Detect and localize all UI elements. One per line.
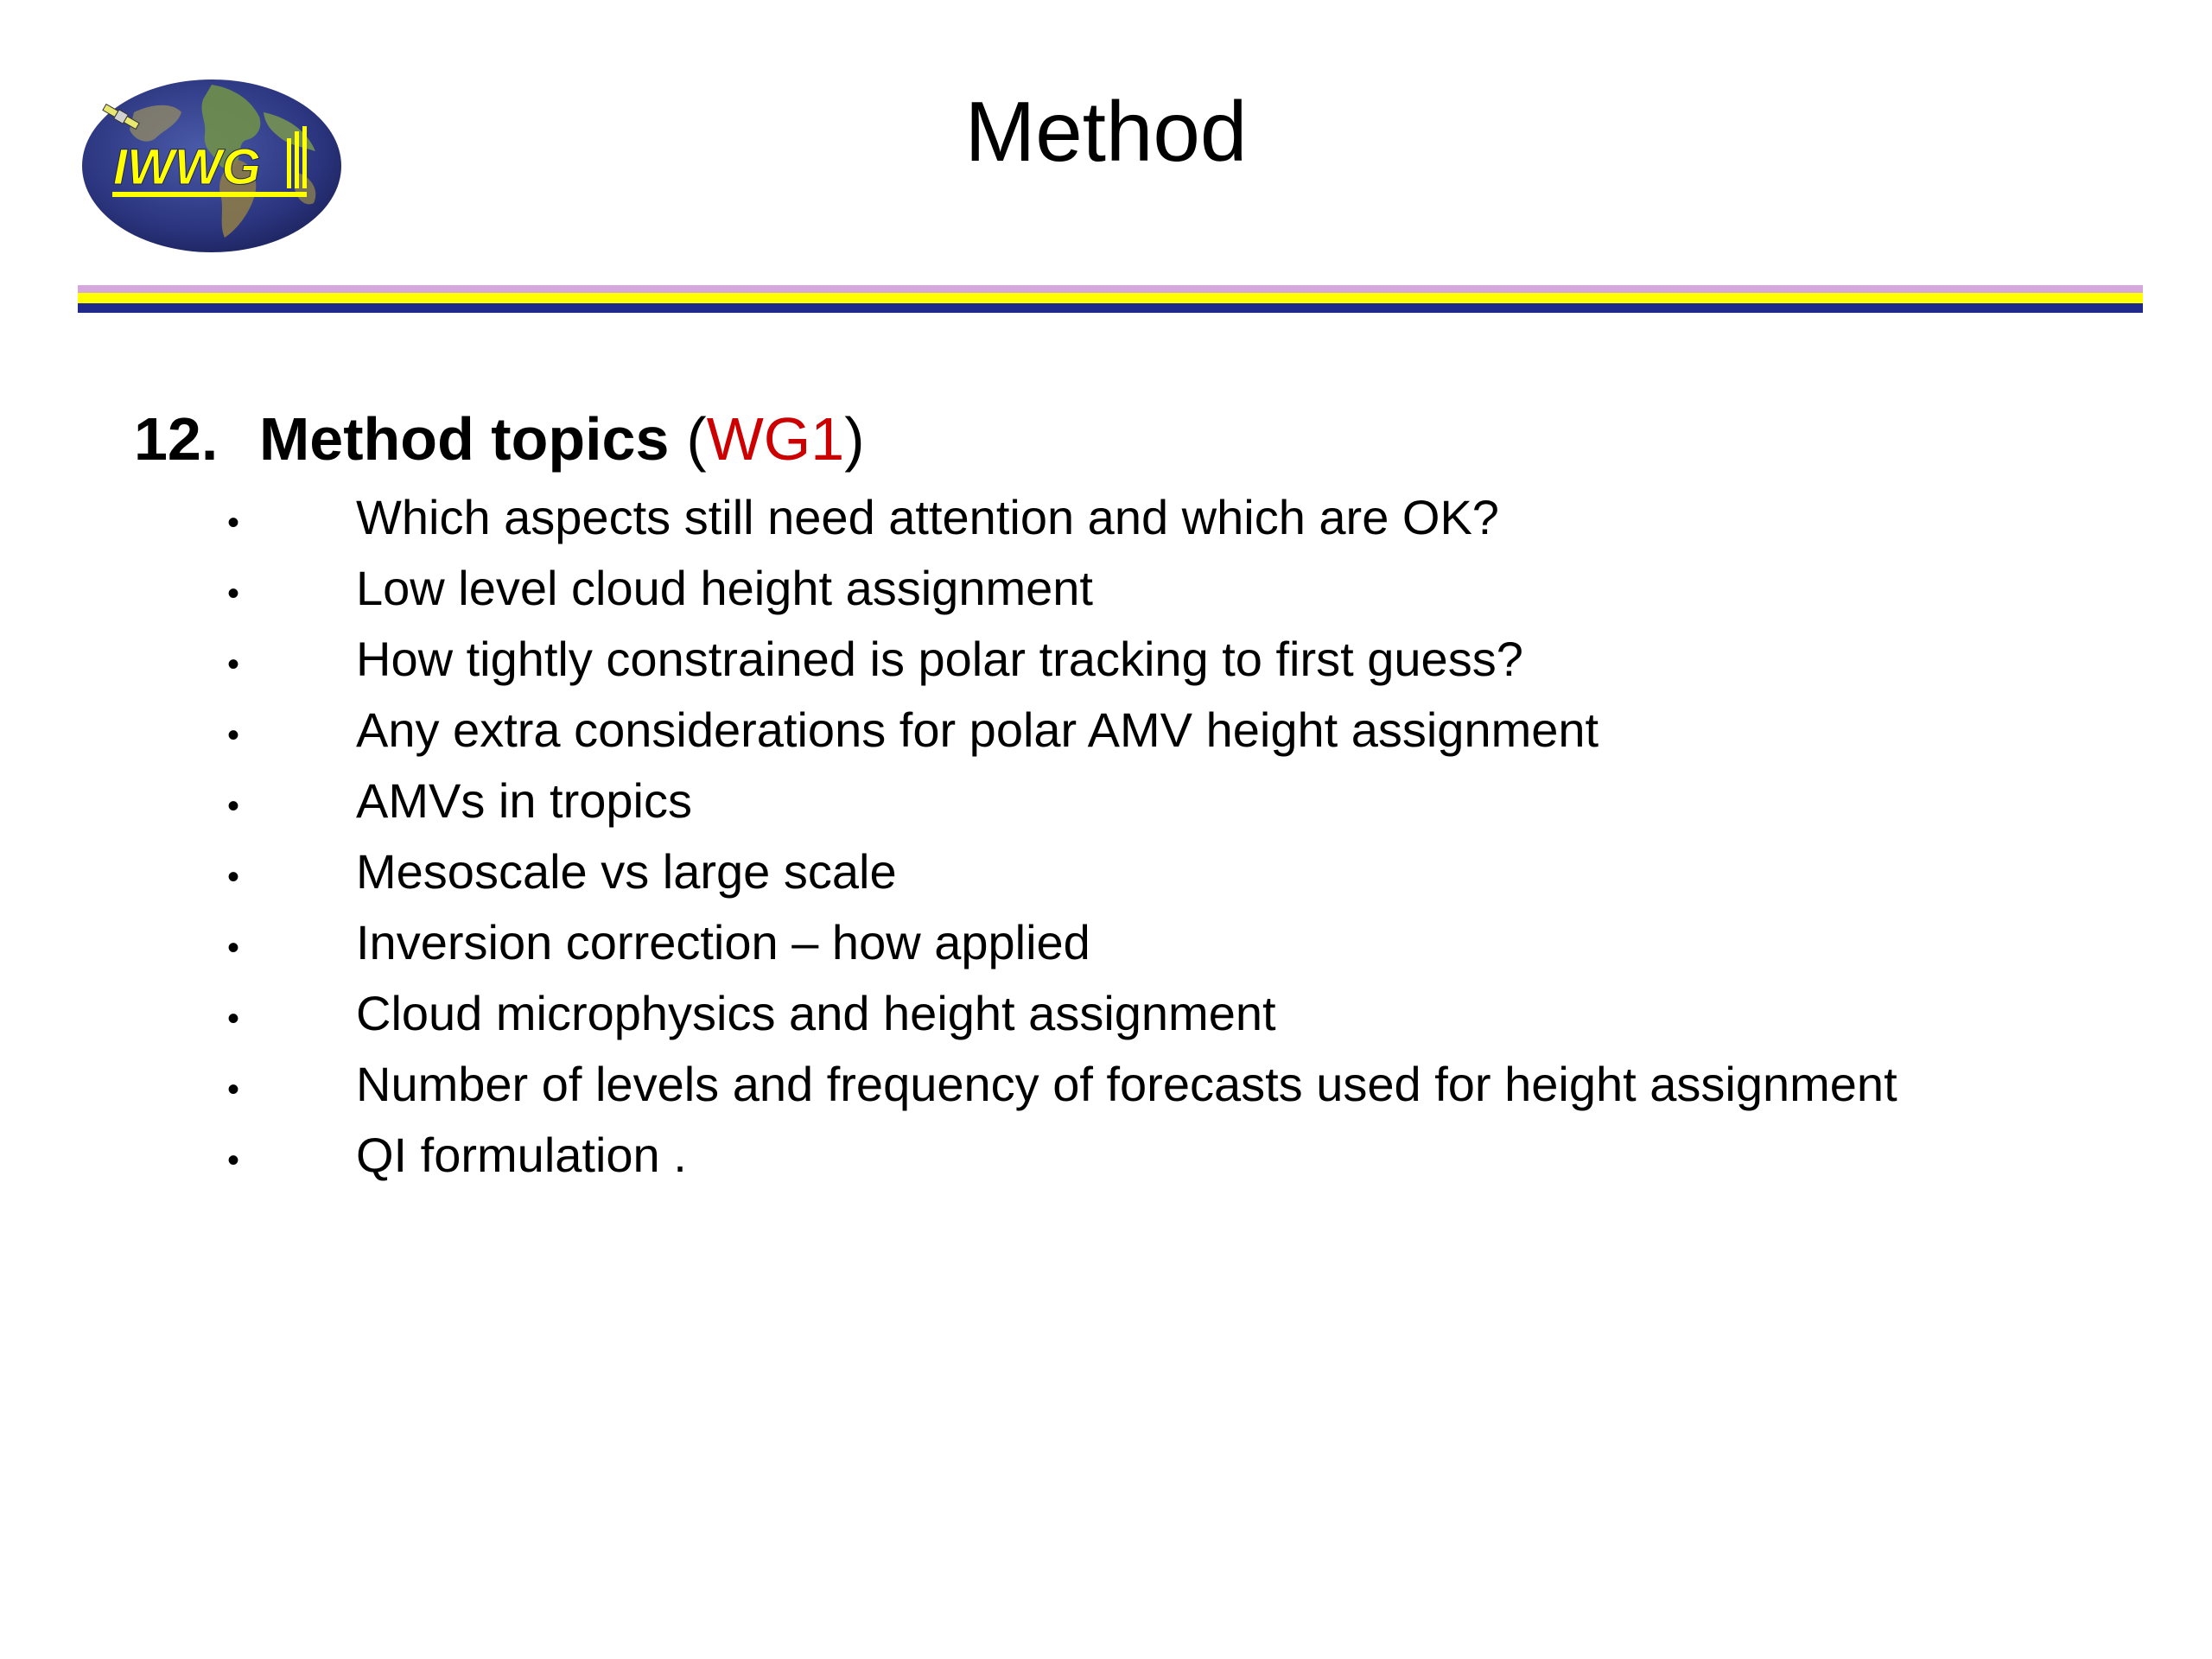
list-item [134, 695, 2121, 766]
list-item [134, 1120, 2121, 1191]
list-item [134, 1049, 2121, 1120]
divider-band-navy [78, 303, 2143, 313]
topic-text: Which aspects still need attention and which are OK? [356, 490, 1499, 544]
section-heading [134, 399, 2121, 479]
topic-text: QI formulation . [356, 1128, 687, 1182]
bullet-icon: • [227, 645, 240, 683]
section-tag-group [686, 399, 864, 479]
list-item [134, 907, 2121, 978]
topic-text: AMVs in tropics [356, 773, 692, 828]
open-paren: ( [686, 405, 707, 473]
divider-band-yellow [78, 293, 2143, 303]
bullet-icon: • [227, 575, 240, 613]
section-tag: WG1 [706, 405, 845, 473]
list-item [134, 624, 2121, 695]
title-divider [78, 285, 2143, 313]
list-item [134, 766, 2121, 836]
topic-text: Mesoscale vs large scale [356, 844, 897, 899]
topic-text: How tightly constrained is polar tracking to first guess? [356, 632, 1523, 686]
topic-text: Any extra considerations for polar AMV height assignment [356, 702, 1599, 757]
section-label: Method topics [259, 405, 670, 473]
bullet-icon: • [227, 1000, 240, 1038]
logo-text: IWWG [113, 139, 261, 195]
topic-text: Inversion correction – how applied [356, 915, 1090, 969]
bullet-icon: • [227, 1071, 240, 1109]
slide-title: Method [964, 84, 1248, 179]
close-paren: ) [844, 405, 865, 473]
bullet-icon: • [227, 787, 240, 825]
bullet-icon: • [227, 929, 240, 967]
list-item [134, 553, 2121, 624]
bullet-icon: • [227, 1141, 240, 1179]
topic-list [134, 482, 2121, 1191]
slide-body [134, 399, 2121, 1191]
topic-text: Low level cloud height assignment [356, 561, 1093, 615]
bullet-icon: • [227, 716, 240, 754]
list-item [134, 836, 2121, 907]
topic-text: Number of levels and frequency of forecasts used for height assignment [356, 1057, 1897, 1111]
list-item [134, 978, 2121, 1049]
bullet-icon: • [227, 858, 240, 896]
list-item [134, 482, 2121, 553]
section-number: 12. [134, 405, 219, 473]
topic-text: Cloud microphysics and height assignment [356, 986, 1276, 1040]
divider-band-lilac [78, 285, 2143, 293]
bullet-icon: • [227, 504, 240, 542]
